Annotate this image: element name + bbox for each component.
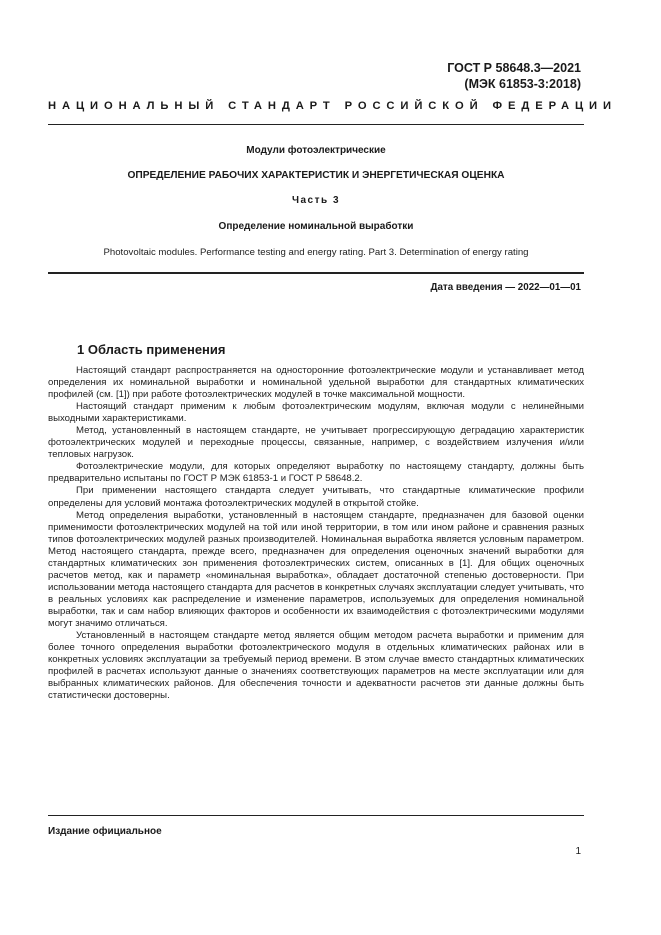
document-code-block: [447, 60, 581, 92]
footer-rule: [48, 815, 584, 816]
title-line-1: Модули фотоэлектрические: [246, 145, 386, 156]
introduction-date: Дата введения — 2022—01—01: [430, 282, 581, 293]
doc-number: ГОСТ Р 58648.3—2021: [447, 61, 581, 75]
national-standard-banner: НАЦИОНАЛЬНЫЙ СТАНДАРТ РОССИЙСКОЙ ФЕДЕРАЦИИ: [48, 100, 617, 112]
header-rule: [48, 124, 584, 125]
official-edition-label: Издание официальное: [48, 826, 162, 837]
title-part: Часть 3: [291, 195, 341, 206]
title-line-3: Определение номинальной выработки: [218, 221, 414, 232]
paragraph: Установленный в настоящем стандарте метод является общим методом расчета выработки и применим для более точного определения выработки фотоэлектрического модуля в отдельных климатических районах или в конкретных условиях эксплуатации за требуемый период времени. В этом случае вместо стандартных климатических профилей в расчетах используют данные о значениях соответствующих параметров на месте эксплуатации или для выбранных климатических районов. Для обеспечения точности и адекватности расчетов эти данные должны быть статистически достоверны.: [48, 630, 584, 702]
title-rule: [48, 272, 584, 274]
section-body: [48, 365, 584, 702]
paragraph: При применении настоящего стандарта следует учитывать, что стандартные климатические профили определены для условий монтажа фотоэлектрических модулей в открытой стойке.: [48, 485, 584, 509]
section-heading: 1 Область применения: [77, 342, 226, 357]
paragraph: Фотоэлектрические модули, для которых определяют выработку по настоящему стандарту, должны быть предварительно испытаны по ГОСТ Р МЭК 61853-1 и ГОСТ Р 58648.2.: [48, 461, 584, 485]
title-line-2: ОПРЕДЕЛЕНИЕ РАБОЧИХ ХАРАКТЕРИСТИК И ЭНЕРГЕТИЧЕСКАЯ ОЦЕНКА: [127, 170, 505, 181]
paragraph: Метод определения выработки, установленный в настоящем стандарте, предназначен для базовой оценки применимости фотоэлектрических модулей на той или иной территории, в том или ином районе и сравнения разных типов фотоэлектрических модулей разных производителей. Номинальная выработка является условным параметром. Метод настоящего стандарта, прежде всего, предназначен для определения оценочных значений выработки для стандартных климатических зон применения фотоэлектрических систем, описанных в [1]. Для общих оценочных расчетов метод, как и параметр «номинальная выработка», обладает достаточной степенью достоверности. При использовании метода настоящего стандарта для расчетов в конкретных случаях эксплуатации следует учитывать, что в реальных условиях как распределение и изменение параметров, используемых для определения номинальной выработки, так и сам набор влияющих факторов и особенности их взаимодействия с фотоэлектрическими модулями могут значимо отличаться.: [48, 509, 584, 629]
paragraph: Настоящий стандарт применим к любым фотоэлектрическим модулям, включая модули с нелинейными выходными характеристиками.: [48, 401, 584, 425]
iec-number: (МЭК 61853-3:2018): [464, 77, 581, 91]
paragraph: Метод, установленный в настоящем стандарте, не учитывает прогрессирующую деградацию характеристик фотоэлектрических модулей и переходные процессы, связанные, например, с воздействием излучения и/или тепловых нагрузок.: [48, 425, 584, 461]
paragraph: Настоящий стандарт распространяется на односторонние фотоэлектрические модули и устанавливает метод определения их номинальной выработки и номинальной удельной выработки для стандартных климатических профилей (см. [1]) при работе фотоэлектрических модулей в точке максимальной мощности.: [48, 365, 584, 401]
title-english: Photovoltaic modules. Performance testing and energy rating. Part 3. Determination of energy rating: [103, 247, 529, 258]
page-number: 1: [575, 846, 581, 857]
